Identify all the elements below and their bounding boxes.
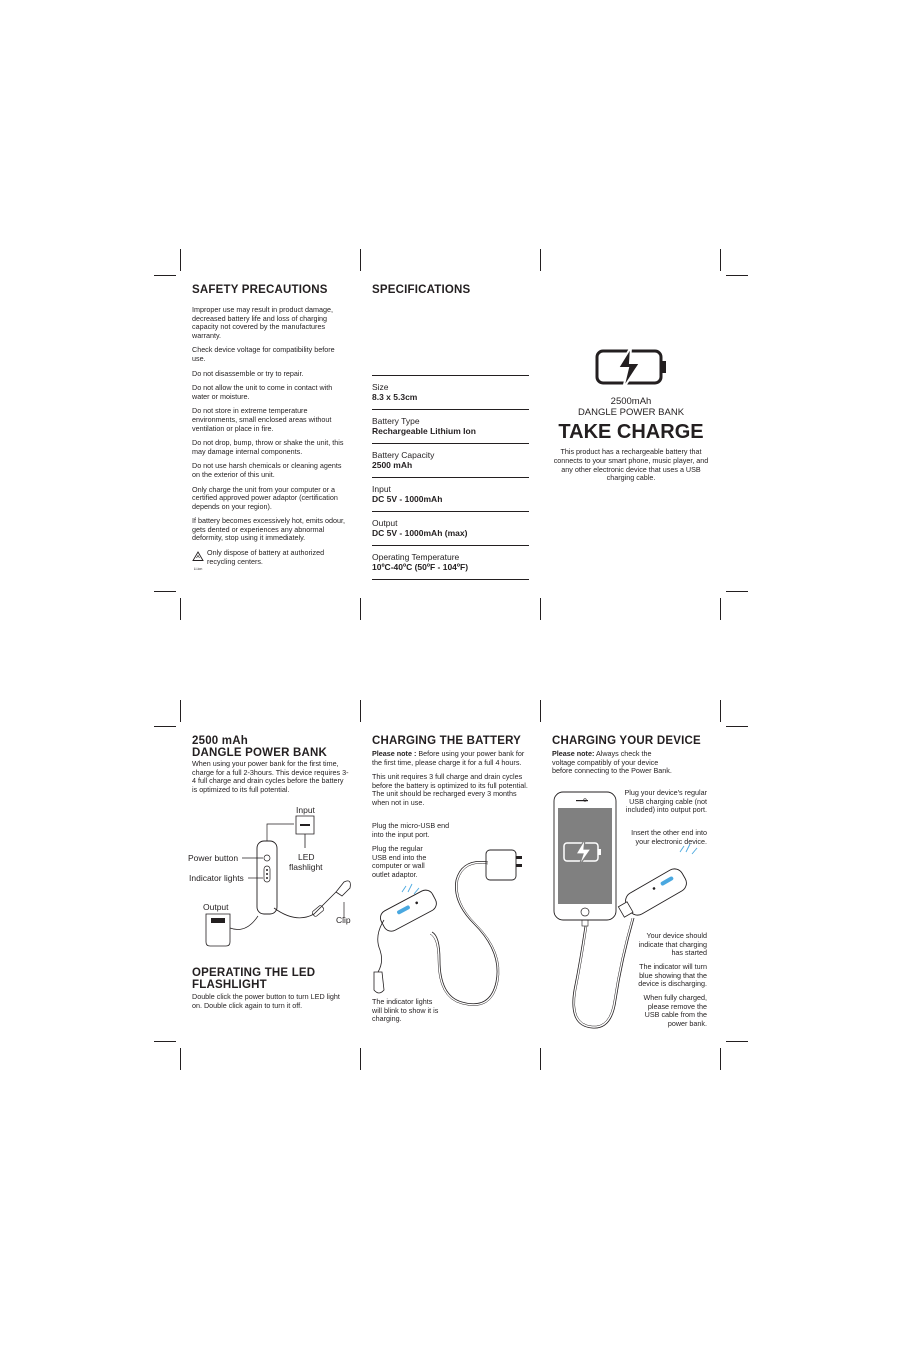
charging-battery-step2: Plug the regular USB end into the computer or wall outlet adaptor. xyxy=(372,844,427,879)
product-title-line1: 2500 mAh xyxy=(192,735,248,747)
product-intro: When using your power bank for the first time, charge for a full 2-3hours. This device requires 3-4 full charge and drain cycles before the battery is optimized to its full potential. xyxy=(192,759,349,794)
spec-value: 8.3 x 5.3cm xyxy=(372,392,418,402)
crop-mark xyxy=(154,591,176,592)
crop-mark xyxy=(360,700,361,722)
specs-title: SPECIFICATIONS xyxy=(372,284,471,296)
spec-row xyxy=(372,511,529,545)
recycle-note xyxy=(192,549,350,571)
charging-battery-cycles: This unit requires 3 full charge and drain cycles before the battery is optimized to its full potential. The unit should be recharged every 3 months when not in use. xyxy=(372,772,528,807)
charging-device-step2: Insert the other end into your electronic device. xyxy=(631,828,707,846)
safety-item: Do not drop, bump, throw or shake the unit, this may damage internal components. xyxy=(192,438,344,456)
specs-panel xyxy=(372,284,529,296)
crop-mark xyxy=(720,700,721,722)
safety-item: Check device voltage for compatibility before use. xyxy=(192,345,335,363)
product-title-line2: DANGLE POWER BANK xyxy=(192,747,328,759)
crop-mark xyxy=(180,598,181,620)
charging-device-note-text: Always check the voltage compatibly of your device before connecting to the Power Bank. xyxy=(552,749,672,776)
spec-value: Rechargeable Lithium Ion xyxy=(372,426,476,436)
battery-bolt-icon xyxy=(552,346,710,390)
spec-value: DC 5V - 1000mAh xyxy=(372,494,443,504)
spec-value: DC 5V - 1000mAh (max) xyxy=(372,528,468,538)
crop-mark xyxy=(360,1048,361,1070)
crop-mark xyxy=(540,249,541,271)
charging-device-panel xyxy=(552,735,712,782)
spec-label: Operating Temperature xyxy=(372,552,460,562)
cover-product: DANGLE POWER BANK xyxy=(577,407,685,418)
crop-mark xyxy=(726,726,748,727)
charging-battery-note-label: Please note : xyxy=(372,749,417,758)
crop-mark xyxy=(720,598,721,620)
charging-battery-step1: Plug the micro-USB end into the input port. xyxy=(372,821,450,839)
recycle-icon-caption: Li-ion xyxy=(193,567,203,572)
spec-row xyxy=(372,375,529,409)
spec-divider xyxy=(372,579,529,580)
label-power-button: Power button xyxy=(188,853,239,863)
spec-value: 2500 mAh xyxy=(372,460,413,470)
charging-device-step1: Plug your device's regular USB charging cable (not included) into output port. xyxy=(624,788,707,815)
crop-mark xyxy=(726,591,748,592)
charging-battery-note xyxy=(372,750,530,767)
crop-mark xyxy=(180,700,181,722)
cover-capacity: 2500mAh xyxy=(610,396,652,407)
spec-label: Size xyxy=(372,382,389,392)
crop-mark xyxy=(154,275,176,276)
spec-row xyxy=(372,477,529,511)
crop-mark xyxy=(726,275,748,276)
safety-item: If battery becomes excessively hot, emits odour, gets dented or experiences any abnormal deformity, stop using it immediately. xyxy=(192,516,346,543)
safety-item: Only charge the unit from your computer or a certified approved power adaptor (certification depends on your region). xyxy=(192,484,338,511)
charging-battery-panel xyxy=(372,735,530,814)
charging-battery-title: CHARGING THE BATTERY xyxy=(372,735,522,747)
cover-description: This product has a rechargeable battery that connects to your smart phone, music player, and any other electronic device that uses a USB charging cable. xyxy=(553,447,709,483)
crop-mark xyxy=(154,726,176,727)
crop-mark xyxy=(360,249,361,271)
recycle-note-text: Only dispose of battery at authorized recycling centers. xyxy=(207,548,325,566)
charging-device-note xyxy=(552,750,672,776)
spec-label: Input xyxy=(372,484,391,494)
spec-value: 10ºC-40ºC (50ºF - 104ºF) xyxy=(372,562,469,572)
cover-panel xyxy=(552,346,710,483)
crop-mark xyxy=(180,249,181,271)
crop-mark xyxy=(540,1048,541,1070)
flashlight-title-line2: FLASHLIGHT xyxy=(192,979,267,991)
label-led: LED xyxy=(298,852,315,862)
flashlight-section xyxy=(192,967,350,1016)
crop-mark xyxy=(720,249,721,271)
charging-device-step4: The indicator will turn blue showing that the device is discharging. xyxy=(638,962,707,989)
safety-item: Improper use may result in product damage, decreased battery life and loss of charging capacity not covered by the manufactures warranty. xyxy=(192,305,334,340)
spec-label: Battery Capacity xyxy=(372,450,435,460)
crop-mark xyxy=(154,1041,176,1042)
recycle-icon xyxy=(192,549,204,571)
crop-mark xyxy=(360,598,361,620)
spec-row xyxy=(372,443,529,477)
product-diagram xyxy=(186,804,356,954)
flashlight-text: Double click the power button to turn LED light on. Double click again to turn it off. xyxy=(192,992,340,1010)
cover-headline: TAKE CHARGE xyxy=(558,421,704,443)
safety-panel xyxy=(192,284,350,571)
safety-item: Do not allow the unit to come in contact with water or moisture. xyxy=(192,383,333,401)
product-panel xyxy=(192,735,350,800)
charging-battery-note-text: Before using your power bank for the first time, please charge it for a full 4 hours. xyxy=(372,749,525,767)
spec-label: Output xyxy=(372,518,398,528)
flashlight-title-line1: OPERATING THE LED xyxy=(192,967,316,979)
charging-device-step5: When fully charged, please remove the USB cable from the power bank. xyxy=(643,993,707,1028)
charging-battery-diagram xyxy=(370,840,530,1015)
label-input: Input xyxy=(296,805,315,815)
safety-item: Do not disassemble or try to repair. xyxy=(192,368,304,378)
charging-device-step3: Your device should indicate that charging has started xyxy=(638,931,707,958)
crop-mark xyxy=(180,1048,181,1070)
safety-item: Do not use harsh chemicals or cleaning agents on the exterior of this unit. xyxy=(192,461,342,479)
label-clip: Clip xyxy=(336,915,351,925)
spec-row xyxy=(372,545,529,579)
crop-mark xyxy=(540,700,541,722)
label-output: Output xyxy=(203,902,229,912)
label-flashlight: flashlight xyxy=(289,862,323,872)
safety-title: SAFETY PRECAUTIONS xyxy=(192,284,328,296)
charging-device-note-label: Please note: xyxy=(552,749,595,758)
charging-device-title: CHARGING YOUR DEVICE xyxy=(552,735,701,747)
crop-mark xyxy=(726,1041,748,1042)
safety-item: Do not store in extreme temperature environments, small enclosed areas without ventilation or place in fire. xyxy=(192,406,332,433)
spec-row xyxy=(372,409,529,443)
spec-label: Battery Type xyxy=(372,416,420,426)
label-indicator-lights: Indicator lights xyxy=(189,873,244,883)
crop-mark xyxy=(540,598,541,620)
crop-mark xyxy=(720,1048,721,1070)
specs-table xyxy=(372,375,529,580)
charging-battery-indicator: The indicator lights will blink to show it is charging. xyxy=(372,997,439,1024)
